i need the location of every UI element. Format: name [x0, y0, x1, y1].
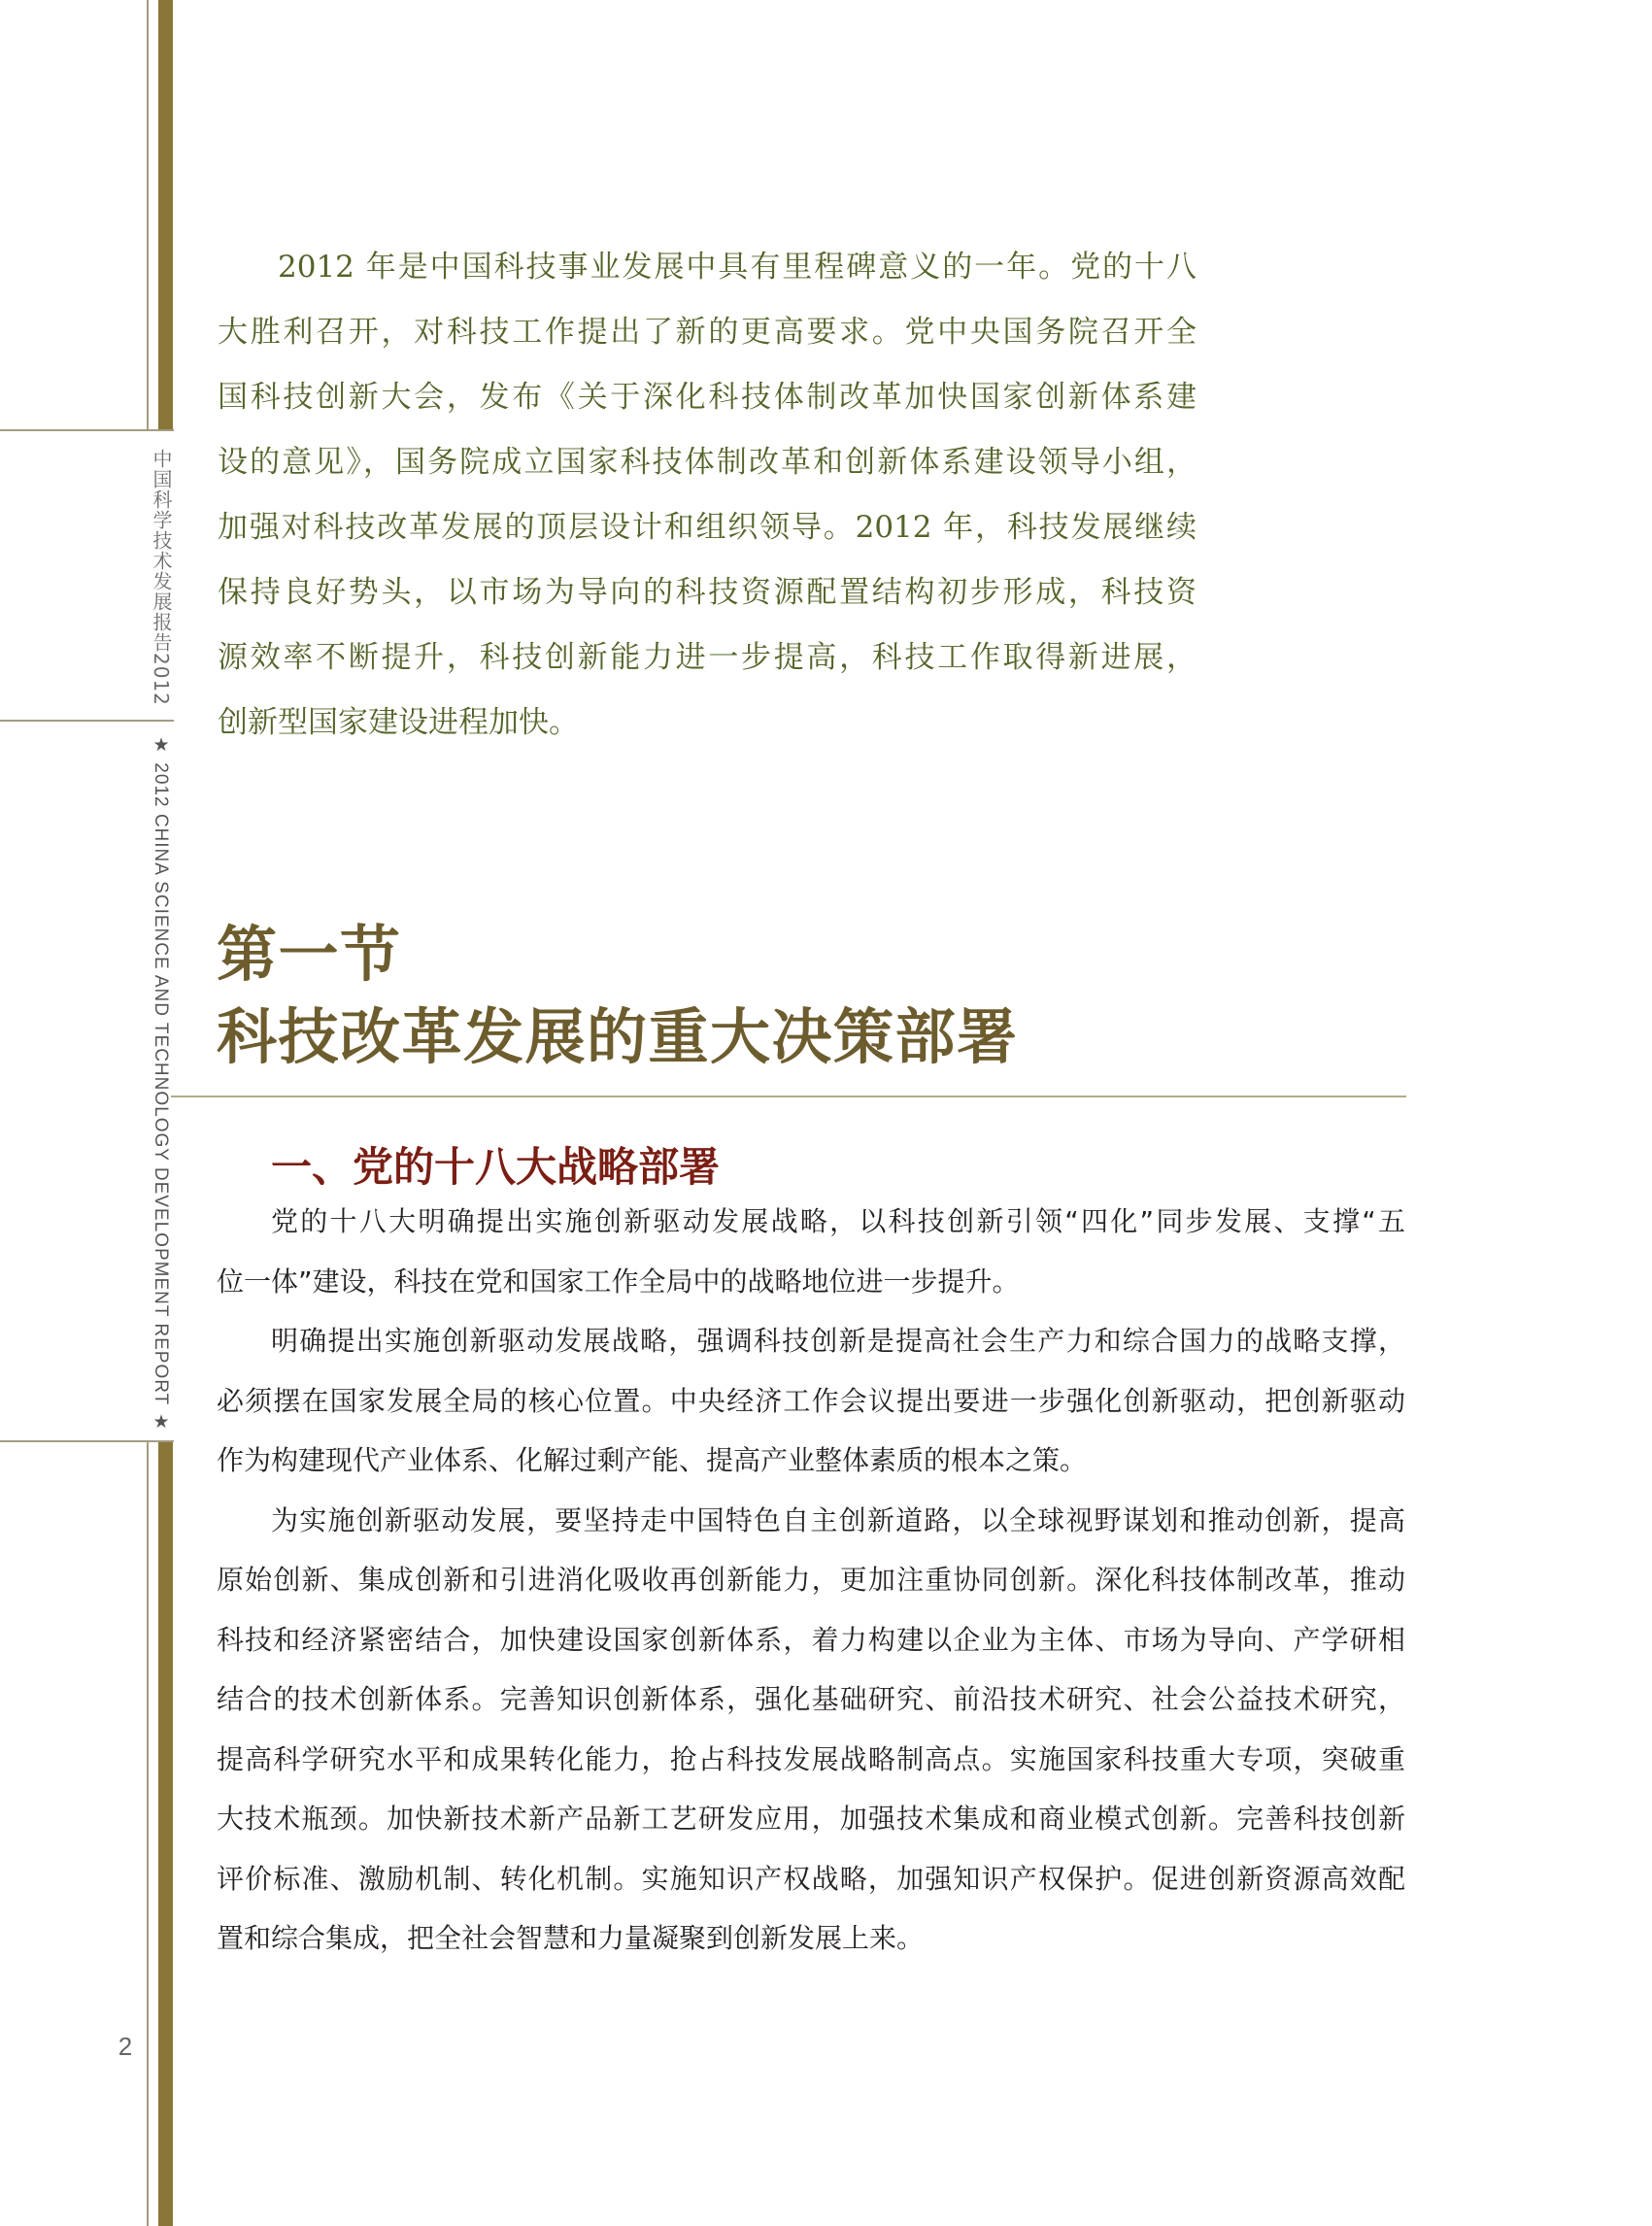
intro-line: 国科技创新大会，发布《关于深化科技体制改革加快国家创新体系建 — [218, 380, 1197, 415]
page-number: 2 — [118, 2032, 133, 2061]
intro-line: 大胜利召开，对科技工作提出了新的更高要求。党中央国务院召开全 — [218, 315, 1197, 350]
body-line: 科技和经济紧密结合，加快建设国家创新体系，着力构建以企业为主体、市场为导向、产学研相 — [217, 1623, 1405, 1656]
intro-line: 保持良好势头，以市场为导向的科技资源配置结构初步形成，科技资 — [218, 575, 1197, 610]
body-line: 提高科学研究水平和成果转化能力，抢占科技发展战略制高点。实施国家科技重大专项，突破重 — [217, 1742, 1405, 1775]
body-line: 结合的技术创新体系。完善知识创新体系，强化基础研究、前沿技术研究、社会公益技术研究， — [217, 1683, 1405, 1715]
margin-thin-line-bottom — [147, 1441, 149, 2226]
section-heading-rule — [171, 1096, 1406, 1097]
intro-line: 源效率不断提升，科技创新能力进一步提高，科技工作取得新进展， — [218, 640, 1197, 675]
running-title-chinese: 中国科学技术发展报告2012 — [150, 449, 173, 706]
body-line: 原始创新、集成创新和引进消化吸收再创新能力，更加注重协同创新。深化科技体制改革，推动 — [217, 1564, 1405, 1596]
margin-divider — [0, 720, 174, 722]
body-line: 必须摆在国家发展全局的核心位置。中央经济工作会议提出要进一步强化创新驱动，把创新驱动 — [217, 1384, 1405, 1417]
body-paragraph-2 — [217, 1311, 1405, 1491]
body-line: 明确提出实施创新驱动发展战略，强调科技创新是提高社会生产力和综合国力的战略支撑， — [271, 1325, 1405, 1357]
intro-paragraph — [218, 235, 1197, 756]
body-paragraph-3 — [217, 1491, 1405, 1969]
body-line: 置和综合集成，把全社会智慧和力量凝聚到创新发展上来。 — [217, 1922, 925, 1954]
margin-gold-bar-bottom — [158, 1441, 173, 2226]
margin-gold-bar-top — [158, 0, 173, 430]
margin-thin-line-top — [147, 0, 149, 430]
intro-line: 设的意见》，国务院成立国家科技体制改革和创新体系建设领导小组， — [218, 445, 1197, 480]
section-heading — [217, 913, 1019, 1078]
intro-line: 2012 年是中国科技事业发展中具有里程碑意义的一年。党的十八 — [278, 250, 1197, 285]
body-line: 位一体”建设，科技在党和国家工作全局中的战略地位进一步提升。 — [217, 1265, 1020, 1298]
body-line: 党的十八大明确提出实施创新驱动发展战略，以科技创新引领“四化”同步发展、支撑“五 — [271, 1205, 1405, 1237]
body-line: 作为构建现代产业体系、化解过剩产能、提高产业整体素质的根本之策。 — [217, 1444, 1088, 1476]
intro-line: 创新型国家建设进程加快。 — [218, 705, 579, 740]
body-line: 大技术瓶颈。加快新技术新产品新工艺研发应用，加强技术集成和商业模式创新。完善科技创新 — [217, 1803, 1405, 1835]
section-title: 科技改革发展的重大决策部署 — [217, 1001, 1019, 1072]
section-number: 第一节 — [217, 919, 402, 990]
running-title-english: ★ 2012 CHINA SCIENCE AND TECHNOLOGY DEVELOPMENT REPORT ★ — [151, 734, 171, 1434]
body-text — [217, 1192, 1405, 1969]
intro-line: 加强对科技改革发展的顶层设计和组织领导。2012 年，科技发展继续 — [218, 510, 1197, 545]
margin-divider — [0, 1440, 174, 1442]
body-line: 为实施创新驱动发展，要坚持走中国特色自主创新道路，以全球视野谋划和推动创新，提高 — [271, 1503, 1405, 1536]
subsection-title: 一、党的十八大战略部署 — [271, 1143, 721, 1191]
margin-divider — [0, 429, 174, 431]
body-line: 评价标准、激励机制、转化机制。实施知识产权战略，加强知识产权保护。促进创新资源高效配 — [217, 1862, 1405, 1895]
body-paragraph-1 — [217, 1192, 1405, 1311]
